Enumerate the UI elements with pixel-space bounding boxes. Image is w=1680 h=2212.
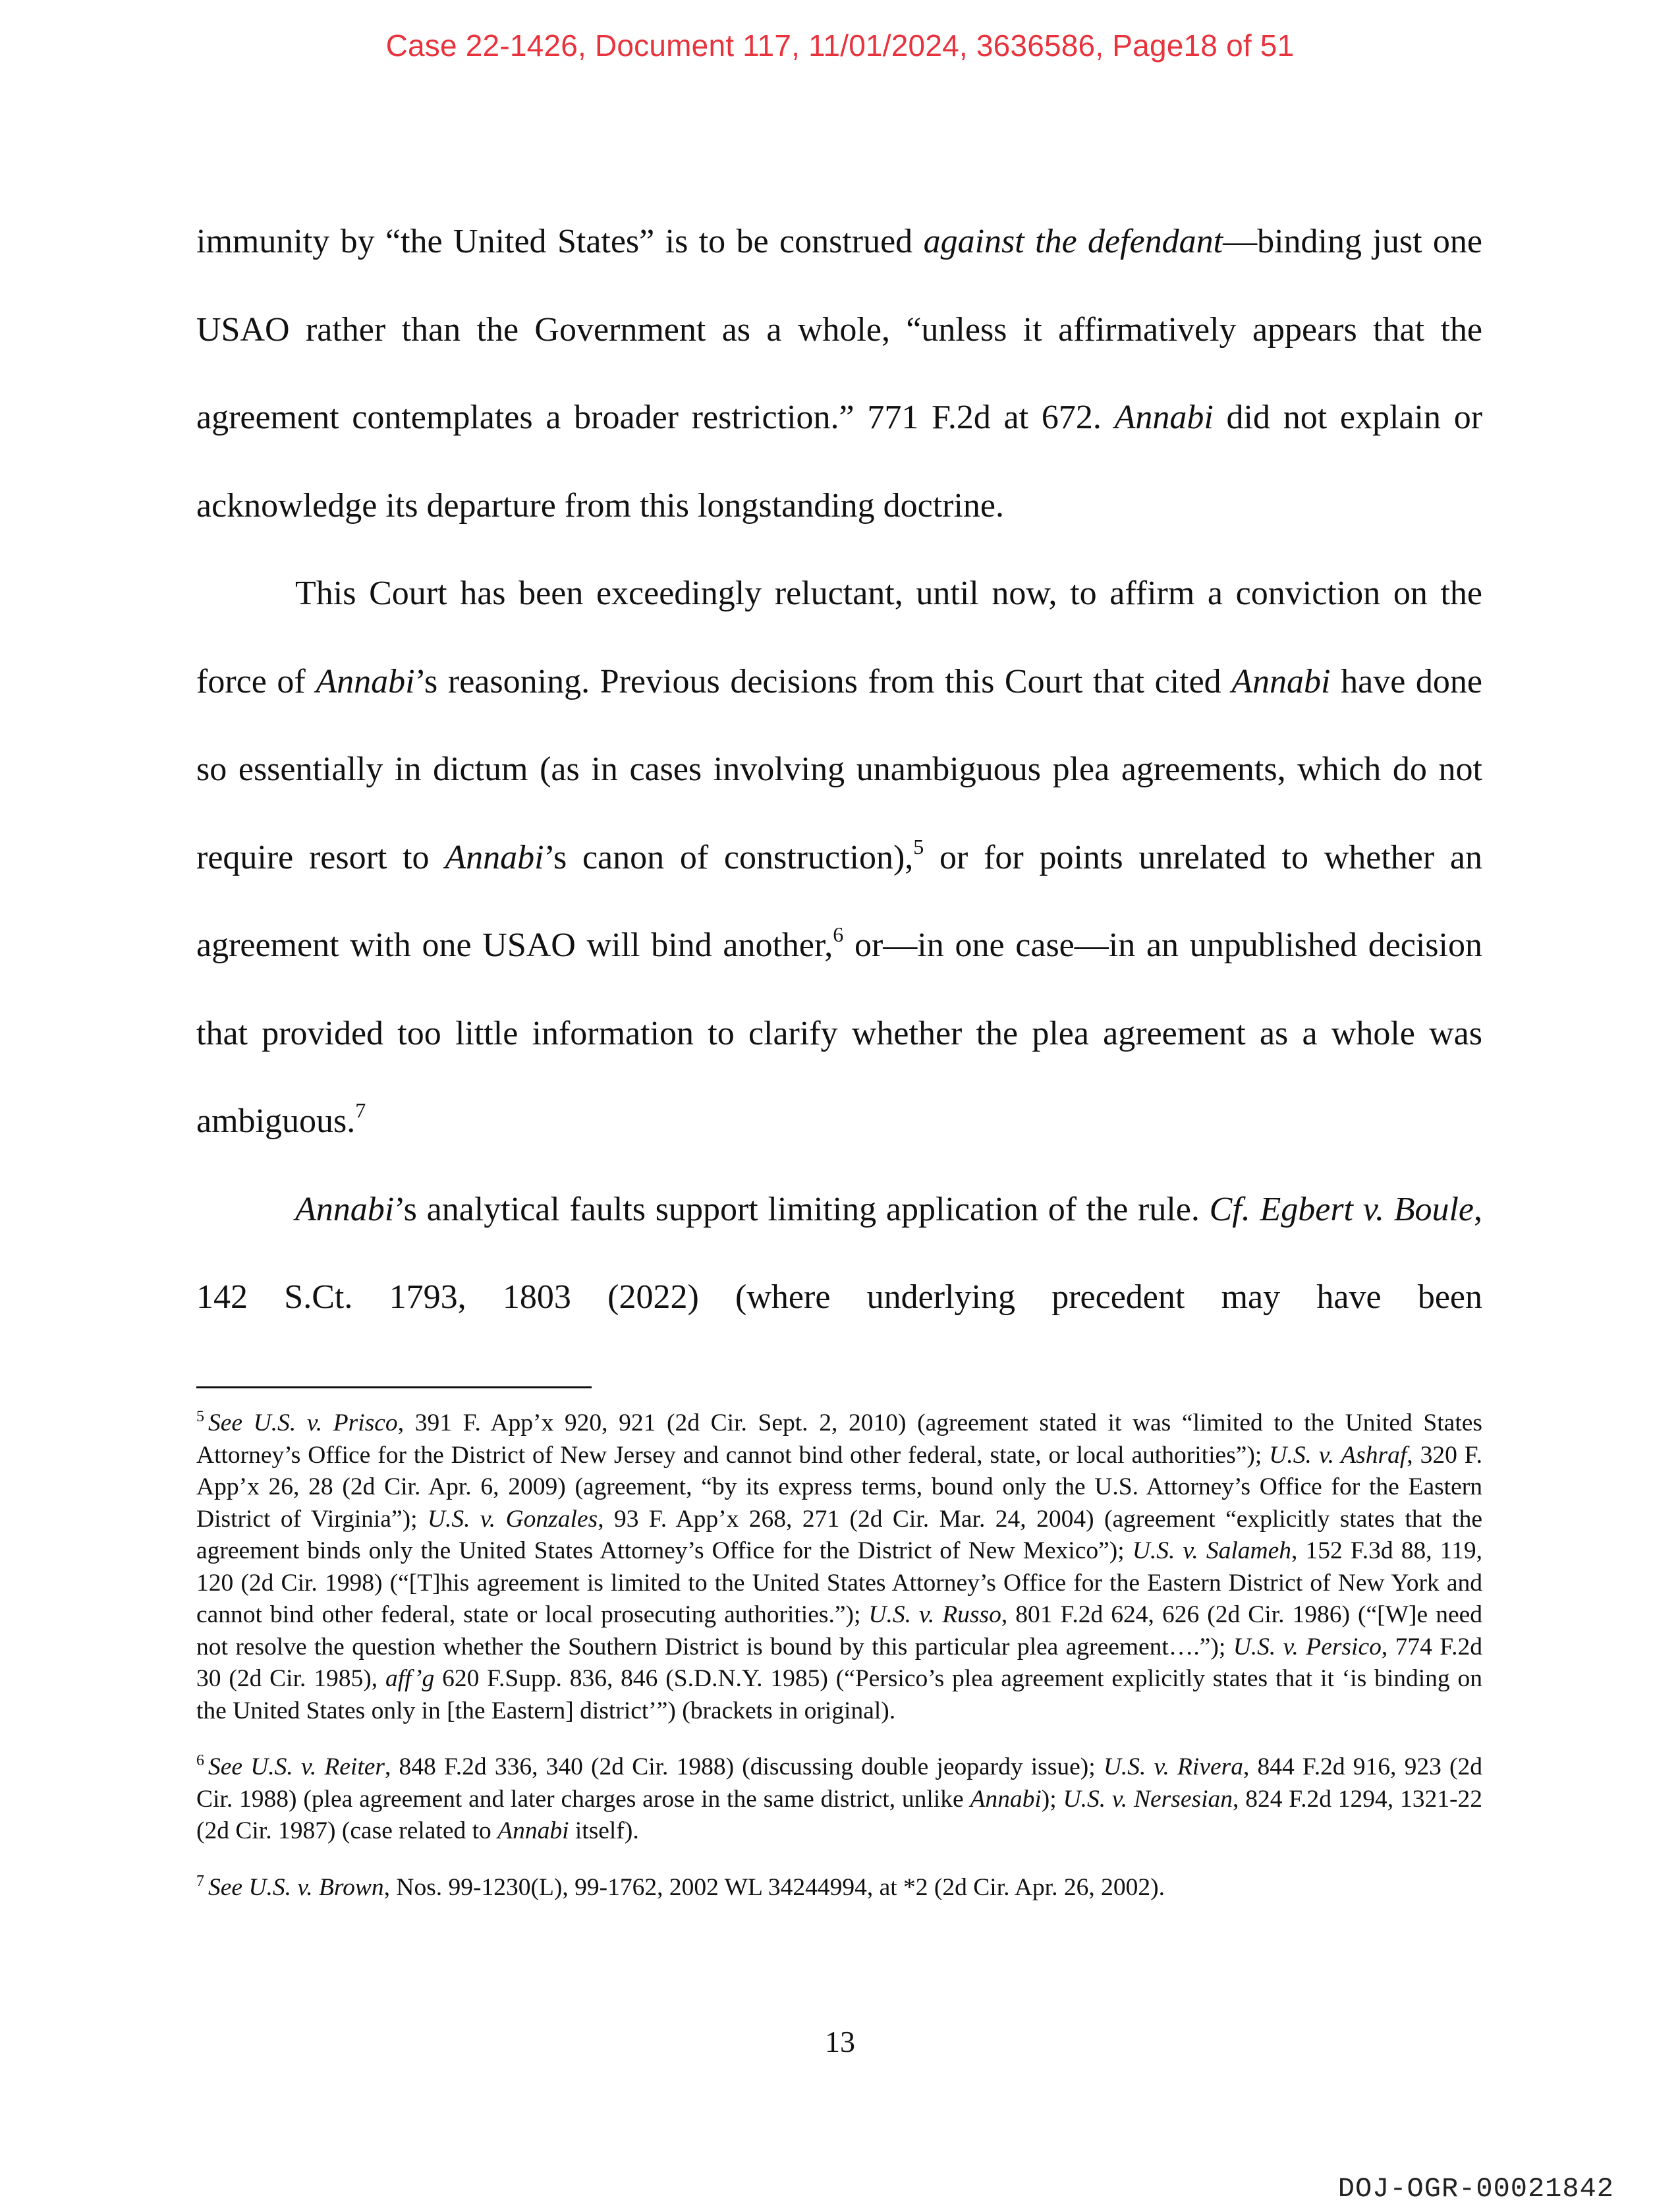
footnote-number: 6 <box>196 1752 204 1769</box>
text-run: , 801 F.2d 624, 626 (2d Cir. 1986) (“[W]e need not resolve the question whether the Southern District is bound by this particular plea agreement….”); <box>196 1601 1482 1660</box>
case-name: U.S. v. Salameh <box>1132 1537 1292 1564</box>
text-run: , 93 F. App’x 268, 271 (2d Cir. Mar. 24, 2004) (agreement “explicitly states that the agreement binds only the United States Attorney’s Office for the District of New Mexico”); <box>196 1505 1482 1564</box>
text-run: ’s canon of construction), <box>544 838 914 876</box>
text-run: or—in one case—in an unpublished decision that provided too little information to clarify whether the plea agreement as a whole was ambiguous. <box>196 926 1482 1140</box>
footnote-separator <box>196 1386 592 1388</box>
text-run: , 391 F. App’x 920, 921 (2d Cir. Sept. 2, 2010) (agreement stated it was “limited to the United States Attorney’s Office for the District of New Jersey and cannot bind other federal, state, or local authorities”); <box>196 1409 1482 1469</box>
case-filing-stamp: Case 22-1426, Document 117, 11/01/2024, 3636586, Page18 of 51 <box>385 28 1295 63</box>
footnote-7 <box>196 1872 1482 1904</box>
case-name: See U.S. v. Reiter <box>208 1753 385 1780</box>
text-run: immunity by “the United States” is to be construed <box>196 223 924 260</box>
case-name: U.S. v. Russo <box>868 1601 1001 1628</box>
emphasis-text: against the defendant <box>923 223 1223 260</box>
page-number: 13 <box>825 2025 855 2058</box>
case-name: Annabi <box>316 662 415 700</box>
text-run: —binding just one USAO rather than the Government as a whole, “unless it affirmatively appears that the agreement contemplates a broader restriction.” 771 F.2d at 672. <box>196 223 1483 436</box>
text-run: ); <box>1041 1785 1063 1813</box>
text-run: , 320 F. App’x 26, 28 (2d Cir. Apr. 6, 2009) (agreement, “by its express terms, bound only the U.S. Attorney’s Office for the Eastern District of Virginia”); <box>196 1441 1482 1533</box>
text-run: ’s reasoning. Previous decisions from this Court that cited <box>414 662 1232 700</box>
case-name: U.S. v. Ashraf <box>1269 1441 1407 1469</box>
paragraph-1 <box>196 198 1482 550</box>
footnotes <box>196 1407 1482 1928</box>
bates-number: DOJ-OGR-00021842 <box>1337 2173 1614 2205</box>
text-run: This Court has been exceedingly reluctant, until now, to affirm a conviction on the force of <box>196 575 1482 700</box>
case-name: Annabi <box>1114 399 1214 436</box>
footnote-number: 7 <box>196 1872 204 1890</box>
text-run: ’s analytical faults support limiting application of the rule. <box>394 1190 1210 1228</box>
text-run: 620 F.Supp. 836, 846 (S.D.N.Y. 1985) (“Persico’s plea agreement explicitly states that it ‘is binding on the United States only in [the Eastern] district’”) (brackets in original). <box>196 1665 1483 1724</box>
footnote-ref-7[interactable]: 7 <box>355 1098 366 1122</box>
case-name: aff’g <box>385 1665 435 1692</box>
case-name: Cf. Egbert v. Boule <box>1209 1190 1474 1228</box>
text-run: or for points unrelated to whether an agreement with one USAO will bind another, <box>196 838 1482 964</box>
case-name: U.S. v. Gonzales <box>427 1505 598 1533</box>
footnote-ref-5[interactable]: 5 <box>913 834 924 859</box>
case-name: U.S. v. Persico <box>1233 1633 1382 1660</box>
text-run: , 844 F.2d 916, 923 (2d Cir. 1988) (plea agreement and later charges arose in the same district, unlike <box>196 1753 1483 1813</box>
case-name: Annabi <box>1231 662 1331 700</box>
text-run: itself). <box>569 1817 639 1844</box>
text-run: , 142 S.Ct. 1793, 1803 (2022) (where underlying precedent may have been <box>196 1190 1482 1316</box>
footnote-number: 5 <box>196 1408 204 1425</box>
text-run: did not explain or acknowledge its departure from this longstanding doctrine. <box>196 399 1483 525</box>
text-run: , 152 F.3d 88, 119, 120 (2d Cir. 1998) (“[T]his agreement is limited to the United States Attorney’s Office for the Eastern District of New York and cannot bind other federal, state or local prosecuting authorities.”); <box>196 1537 1482 1628</box>
case-name: Annabi <box>497 1817 569 1844</box>
footnote-5 <box>196 1407 1482 1727</box>
body-text <box>196 198 1482 1342</box>
paragraph-2 <box>196 550 1482 1166</box>
paragraph-3 <box>196 1166 1482 1342</box>
text-run: , Nos. 99-1230(L), 99-1762, 2002 WL 34244994, at *2 (2d Cir. Apr. 26, 2002). <box>383 1873 1165 1901</box>
case-name: U.S. v. Rivera <box>1103 1753 1243 1780</box>
footnote-ref-6[interactable]: 6 <box>833 922 844 946</box>
case-name: U.S. v. Nersesian <box>1063 1785 1233 1813</box>
case-name: See U.S. v. Prisco <box>208 1409 398 1436</box>
case-name: Annabi <box>445 838 544 876</box>
case-name: Annabi <box>295 1190 395 1228</box>
text-run: , 824 F.2d 1294, 1321-22 (2d Cir. 1987) (case related to <box>196 1785 1482 1844</box>
case-name: Annabi <box>970 1785 1042 1813</box>
footnote-6 <box>196 1751 1482 1848</box>
text-run: , 774 F.2d 30 (2d Cir. 1985), <box>196 1633 1483 1692</box>
text-run: , 848 F.2d 336, 340 (2d Cir. 1988) (discussing double jeopardy issue); <box>384 1753 1104 1780</box>
text-run: have done so essentially in dictum (as in cases involving unambiguous plea agreements, which do not require resort to <box>196 662 1483 876</box>
case-name: See U.S. v. Brown <box>208 1873 384 1901</box>
